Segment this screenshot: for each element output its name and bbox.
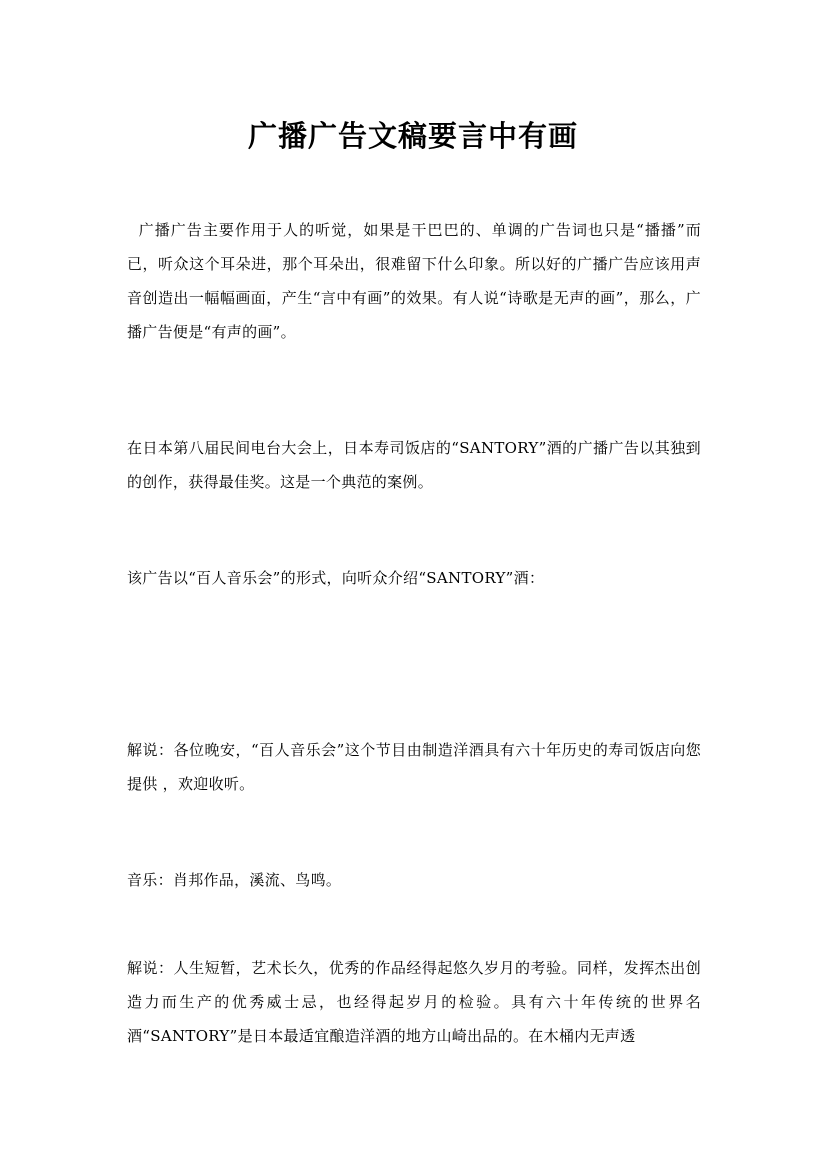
paragraph-narration-2: 解说：人生短暂，艺术长久，优秀的作品经得起悠久岁月的考验。同样，发挥杰出创造力而生产的优秀威士忌，也经得起岁月的检验。具有六十年传统的世界名酒“SANTORY”是日本最适宜酿造洋酒的地方山崎出品的。在木桶内无声透 (127, 959, 701, 1045)
paragraph-format: 该广告以“百人音乐会”的形式，向听众介绍“SANTORY”酒： (127, 569, 545, 587)
paragraph-music: 音乐：肖邦作品，溪流、鸟鸣。 (127, 871, 342, 889)
paragraph-narration-1: 解说：各位晚安，“百人音乐会”这个节目由制造洋酒具有六十年历史的寿司饭店向您提供 ，欢迎收听。 (127, 741, 701, 793)
document-title: 广播广告文稿要言中有画 (247, 119, 578, 153)
paragraph-award: 在日本第八届民间电台大会上，日本寿司饭店的“SANTORY”酒的广播广告以其独到的创作，获得最佳奖。这是一个典范的案例。 (127, 439, 701, 491)
paragraph-intro: 广播广告主要作用于人的听觉，如果是干巴巴的、单调的广告词也只是“播播”而已，听众这个耳朵进，那个耳朵出，很难留下什么印象。所以好的广播广告应该用声音创造出一幅幅画面，产生“言中有画”的效果。有人说“诗歌是无声的画”，那么，广播广告便是“有声的画”。 (127, 221, 702, 341)
